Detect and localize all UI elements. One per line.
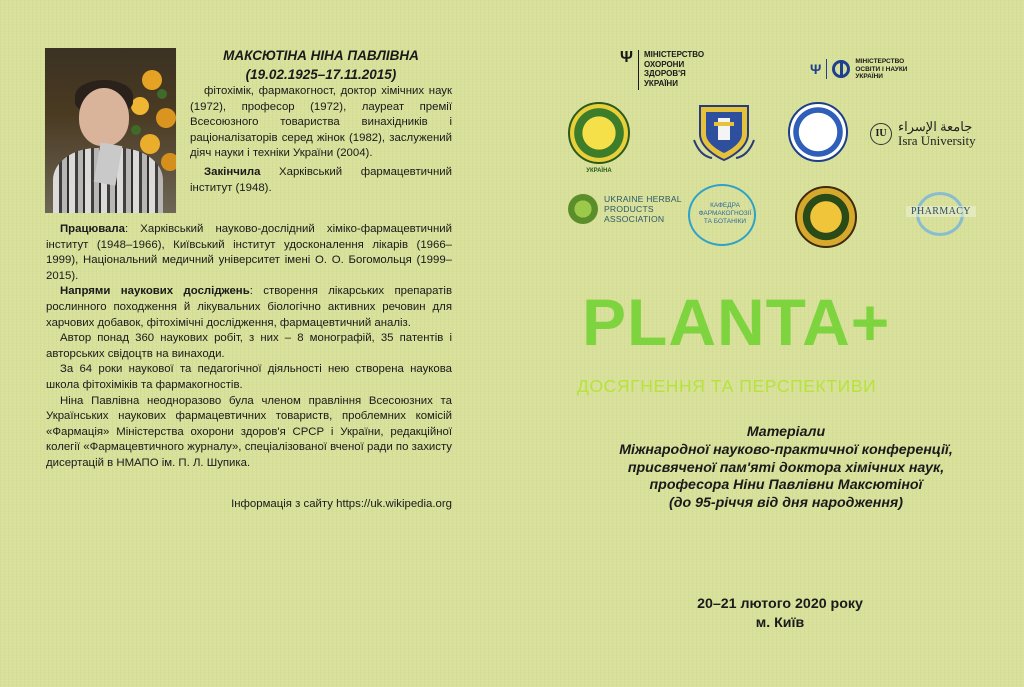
- bio-research: [46, 284, 452, 331]
- leaf-icon: [568, 194, 598, 224]
- isra-words: [898, 120, 976, 148]
- logo-divider: [638, 50, 639, 90]
- ministry-education-text: МІНІСТЕРСТВО ОСВІТИ І НАУКИ УКРАЇНИ: [855, 58, 908, 80]
- materials-block: [548, 424, 1024, 513]
- materials-line: (до 95-річчя від дня народження): [668, 495, 904, 512]
- bio-body: [46, 222, 452, 472]
- materials-line: Матеріали: [746, 424, 826, 440]
- portrait-face: [79, 88, 129, 146]
- graduated-text: Харківський фармацевтичний інститут (1948).: [190, 165, 452, 194]
- logo-divider: [826, 59, 827, 79]
- research-label: Напрями наукових досліджень: [60, 285, 250, 298]
- gold-seal-logo: [795, 186, 857, 248]
- source-note: Інформація з сайту https://uk.wikipedia.org: [231, 498, 452, 510]
- department-text: КАФЕДРА ФАРМАКОГНОЗІЇ ТА БОТАНІКИ: [698, 202, 752, 225]
- isra-university-logo: [870, 120, 976, 148]
- research-text: : створення лікарських препаратів рослинного походження й лікувальних біологічно активних речовин для харчових добавок, фітохімічні дослідження, фармацевтичний аналіз.: [46, 285, 453, 329]
- bio-school: За 64 роки наукової та педагогічної діяльності нею створена наукова школа фітохіміків та фармакогностів.: [46, 363, 452, 391]
- bio-author: Автор понад 360 наукових робіт, з них – 8 монографій, 35 патентів і авторських свідоцтв на винаходи.: [46, 332, 452, 360]
- department-logo: [688, 184, 756, 246]
- ministry-education-logo: [810, 58, 915, 81]
- pharmacy-text: PHARMACY: [906, 206, 976, 217]
- materials-line: присвяченої пам'яті доктора хімічних наук,: [627, 459, 945, 476]
- conference-date: 20–21 лютого 2020 року: [697, 596, 863, 612]
- conference-subtitle: ДОСЯГНЕННЯ ТА ПЕРСПЕКТИВИ: [577, 376, 877, 396]
- bio-graduated: [190, 165, 452, 196]
- mon-emblem-icon: [832, 60, 850, 78]
- materials-line: професора Ніни Павлівни Максютіної: [649, 477, 923, 494]
- bio-intro: фітохімік, фармакогност, доктор хімічних наук (1972), професор (1972), лауреат премії Всесоюзного товариства винахідників і раціоналізаторів серед жінок (1982), заслужений діяч науки і техніки України (2004).: [190, 85, 452, 160]
- herbal-association-logo: [568, 194, 696, 224]
- trident-icon: Ψ: [620, 49, 633, 66]
- isra-english: Isra University: [898, 133, 976, 148]
- graduated-label: Закінчила: [204, 165, 261, 178]
- trident-icon: Ψ: [810, 61, 822, 78]
- ministry-health-text: МІНІСТЕРСТВО ОХОРОНИ ЗДОРОВ'Я УКРАЇНИ: [643, 50, 705, 88]
- date-city-block: [640, 595, 920, 633]
- blue-academy-seal-logo: [788, 102, 848, 162]
- bio-member: Ніна Павлівна неодноразово була членом правління Всесоюзних та Українських наукових фармацевтичних товариств, проблемних комісій «Фармація» Міністерства охорони здоров'я СРСР і України, редакційної колегії «Фармацевтичного журналу», спеціалізованої вченої ради по захисту дисертацій в НМАПО ім. П. Л. Шупика.: [46, 394, 452, 469]
- green-seal-logo: [568, 102, 630, 174]
- bio-intro-block: [190, 84, 452, 196]
- materials-line: Міжнародної науково-практичної конференції,: [619, 441, 953, 458]
- herbal-association-text: UKRAINE HERBAL PRODUCTS ASSOCIATION: [604, 194, 682, 224]
- worked-text: : Харківський науково-дослідний хіміко-фармацевтичний інститут (1948–1966), Київський інститут удосконалення лікарів (1966–1999), Національний медичний університет імені О. О. Богомольця (1999–2015).: [46, 223, 452, 282]
- worked-label: Працювала: [60, 223, 125, 235]
- bio-dates: (19.02.1925–17.11.2015): [245, 67, 397, 82]
- bio-worked: [46, 222, 452, 284]
- bio-name: МАКСЮТІНА НІНА ПАВЛІВНА: [223, 48, 419, 63]
- pharmacy-logo: [906, 192, 976, 238]
- green-seal-label: УКРАЇНА: [586, 168, 612, 174]
- bio-heading: [190, 46, 452, 84]
- portrait-photo: [45, 48, 176, 213]
- conference-city: м. Київ: [755, 615, 805, 631]
- isra-mark-icon: IU: [870, 123, 892, 145]
- conference-title: PLANTA+: [582, 285, 891, 359]
- isra-arabic: جامعة الإسراء: [898, 119, 973, 134]
- university-crest-logo: [692, 100, 756, 164]
- ministry-health-logo: [620, 50, 706, 90]
